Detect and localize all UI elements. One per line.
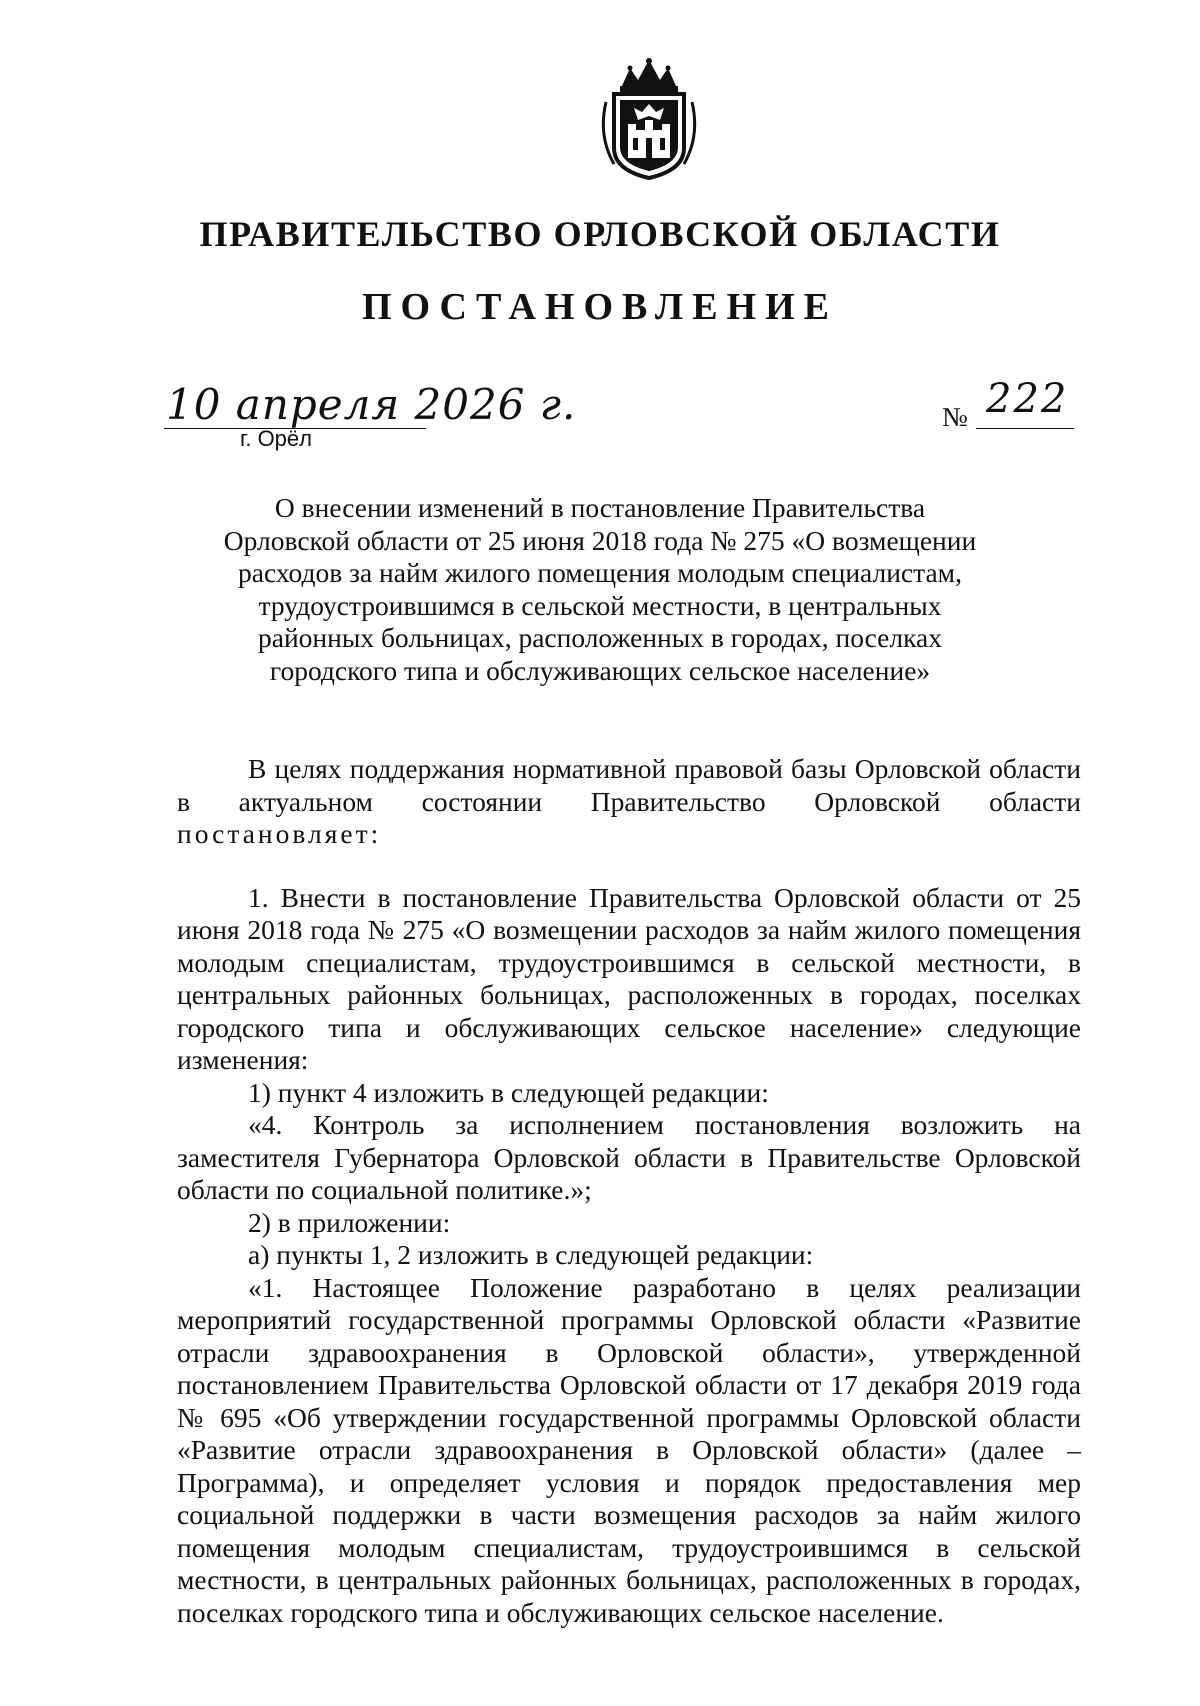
document-body — [177, 753, 1081, 1629]
government-name: ПРАВИТЕЛЬСТВО ОРЛОВСКОЙ ОБЛАСТИ — [199, 214, 1001, 254]
paragraph-1-item-2-a: а) пункты 1, 2 изложить в следующей редакции: — [248, 1239, 814, 1270]
title-line: районных больницах, расположенных в городах, поселках — [257, 622, 943, 653]
paragraph-1-item-1: 1) пункт 4 изложить в следующей редакции: — [248, 1076, 769, 1108]
handwritten-number: 222 — [986, 376, 1069, 422]
title-line: расходов за найм жилого помещения молодым специалистам, — [238, 557, 962, 588]
paragraph-1: 1. Внести в постановление Правительства Орловской области от 25 июня 2018 года № 275 «О возмещении расходов за найм жилого помещения молодым специалистам, трудоустроившимся в сельской местности, в центральных районных больницах, расположенных в городах, поселках городского типа и обслуживающих сельское население» следующие изменения: — [177, 881, 1081, 1075]
title-line: городского типа и обслуживающих сельское население» — [269, 654, 931, 686]
paragraph-1-item-2: 2) в приложении: — [248, 1206, 451, 1238]
city-label: г. Орёл — [240, 426, 312, 451]
handwritten-date: 10 апреля 2026 г. — [166, 380, 577, 429]
number-underline — [976, 428, 1074, 429]
title-line: Орловской области от 25 июня 2018 года № 275 «О возмещении — [223, 524, 977, 556]
preamble-text: В целях поддержания нормативной правовой базы Орловской области в актуальном состоянии Правительство Орловской области — [177, 753, 1081, 817]
number-label: № — [942, 402, 968, 432]
preamble-paragraph — [177, 753, 1081, 851]
document-title — [200, 492, 1000, 687]
title-line: трудоустроившимся в сельской местности, в центральных — [258, 589, 942, 621]
paragraph-1-item-1-text: «4. Контроль за исполнением постановления возложить на заместителя Губернатора Орловской области в Правительстве Орловской области по социальной политике.»; — [177, 1109, 1081, 1205]
paragraph-1-item-2-a-text: «1. Настоящее Положение разработано в целях реализации мероприятий государственной программы Орловской области «Развитие отрасли здравоохранения в Орловской области», утвержденной постановлением Правительства Орловской области от 17 декабря 2019 года № 695 «Об утверждении государственной программы Орловской области «Развитие отрасли здравоохранения в Орловской области» (далее – Программа), и определяет условия и порядок предоставления мер социальной поддержки в части возмещения расходов за найм жилого помещения молодым специалистам, трудоустроившимся в сельской местности, в центральных районных больницах, расположенных в городах, поселках городского типа и обслуживающих сельское население. — [177, 1271, 1081, 1628]
orel-region-coat-of-arms-icon — [592, 56, 706, 180]
document-type: ПОСТАНОВЛЕНИЕ — [361, 286, 839, 328]
title-line: О внесении изменений в постановление Правительства — [274, 492, 926, 523]
preamble-verb: постановляет: — [177, 818, 382, 849]
